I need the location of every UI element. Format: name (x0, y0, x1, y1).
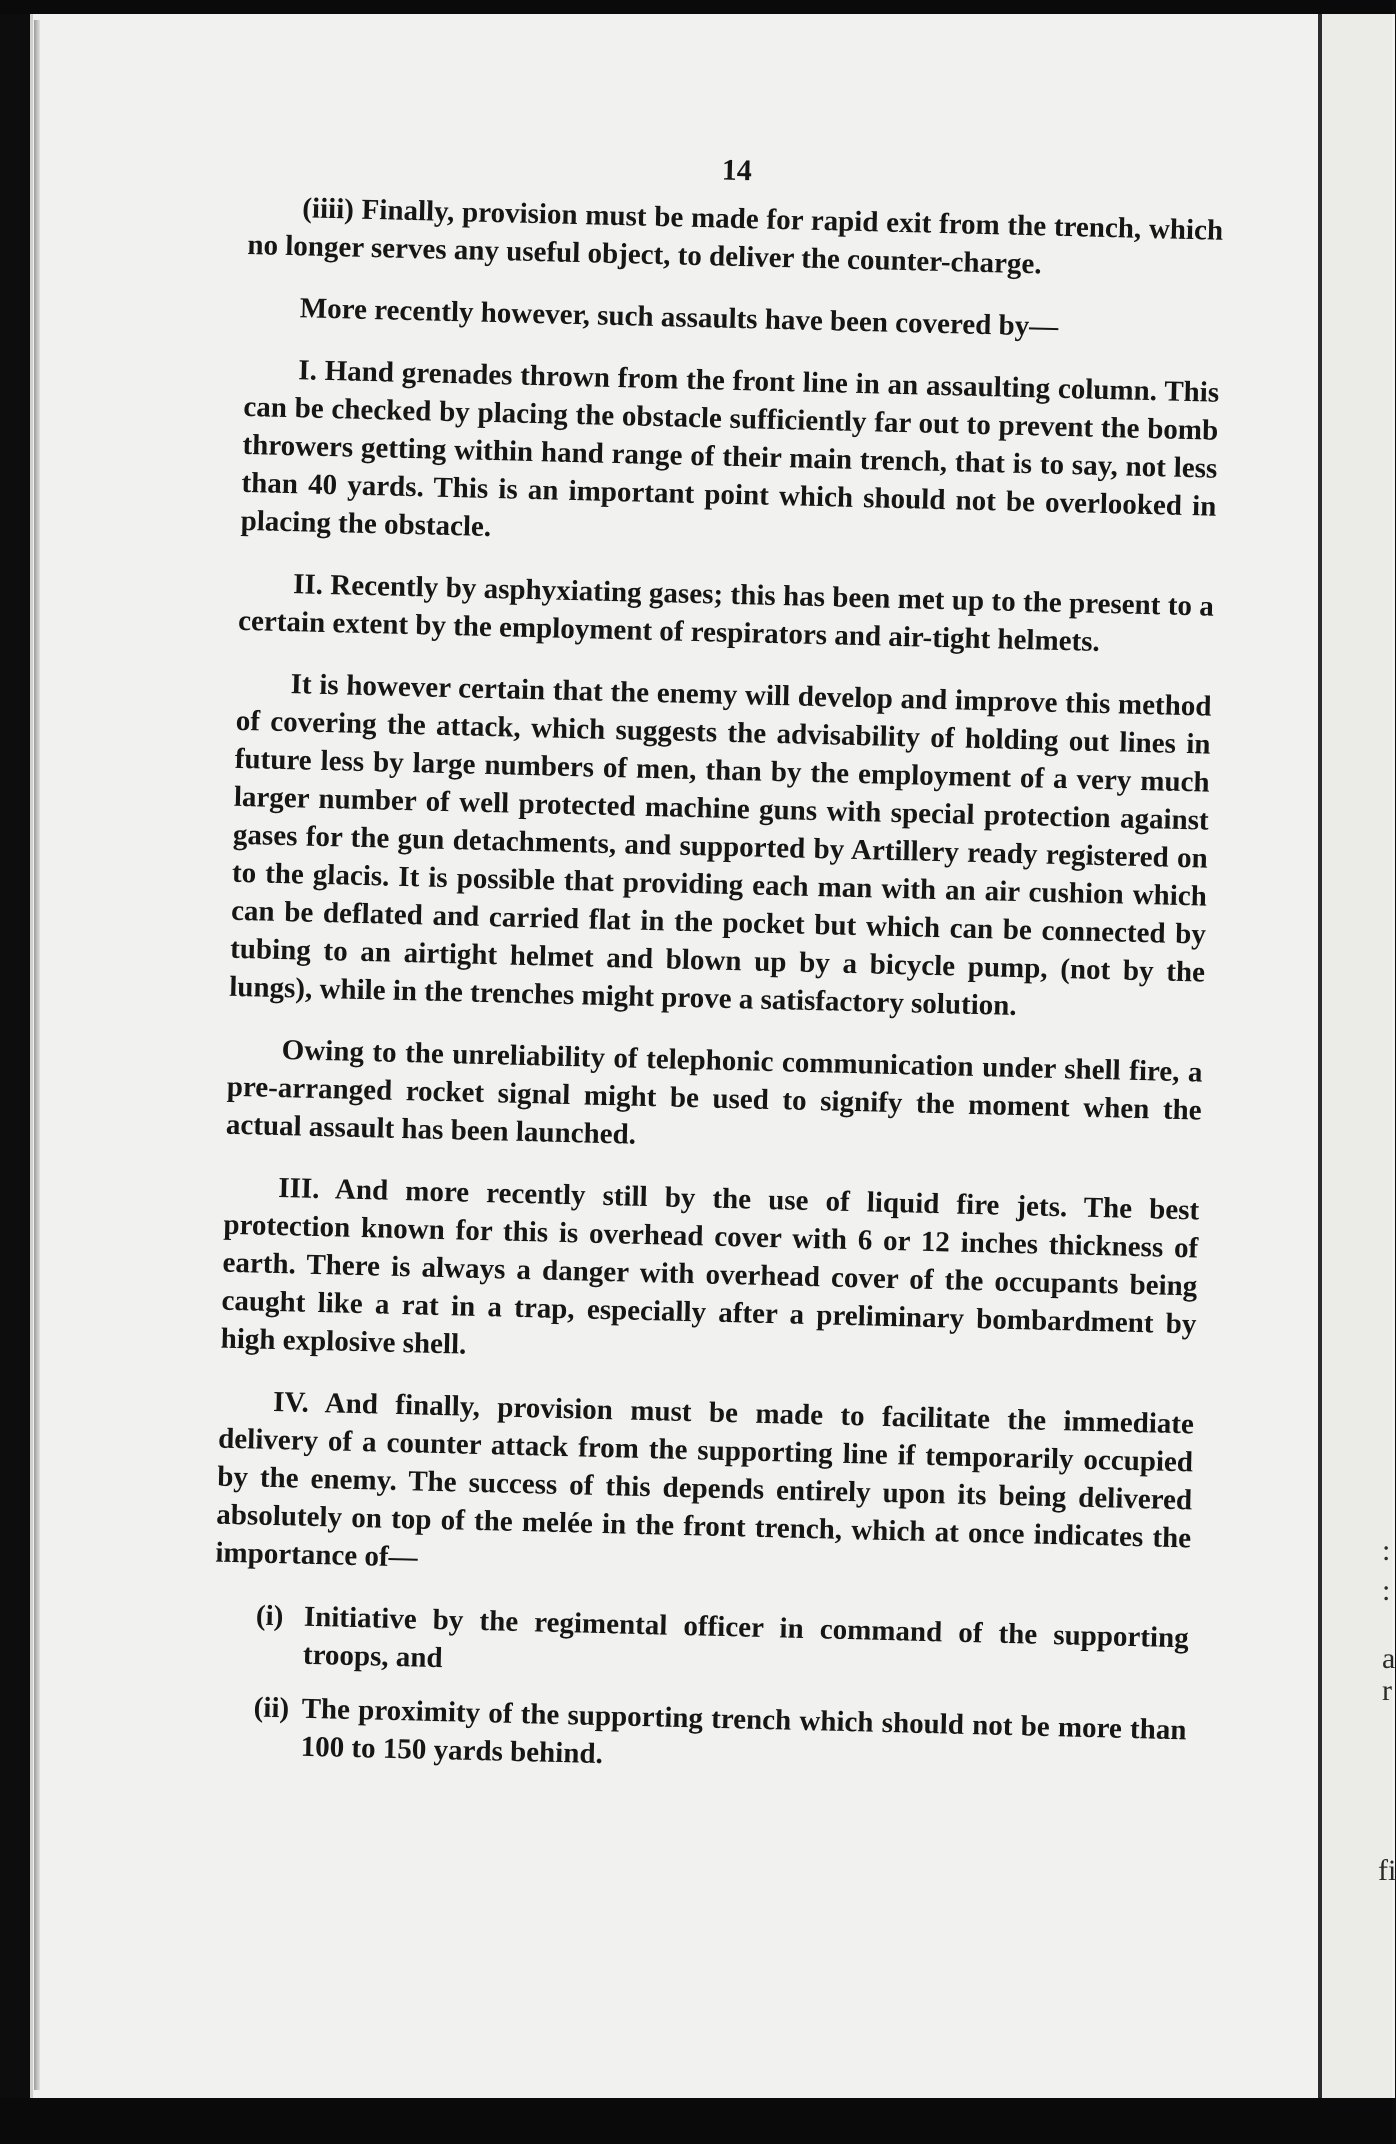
list-item-number: (i) (255, 1599, 284, 1633)
paragraph: Owing to the unreliability of telephonic communication under shell fire, a pre-arranged rocket signal might be used to signify the moment when the actual assault has been launched. (225, 1034, 1203, 1151)
adjacent-page-fragment: : (1382, 1534, 1391, 1567)
list-item-text: The proximity of the supporting trench which should not be more than 100 to 150 yards behind. (300, 1692, 1187, 1771)
list-item-text: Initiative by the regimental officer in command of the supporting troops, and (302, 1600, 1190, 1675)
page-text (210, 140, 1225, 1803)
list-item (210, 1688, 1187, 1788)
adjacent-page (1322, 14, 1396, 2098)
page-number: 14 (721, 153, 753, 188)
paragraph: (iiii) Finally, provision must be made for rapid exit from the trench, which no longer serves any useful object, to deliver the counter-charge. (247, 192, 1224, 281)
paragraph: It is however certain that the enemy will develop and improve this method of covering the attack, which suggests the advisability of holding out lines in future less by large numbers of men, than by the employment of a very much larger number of well protected machine guns with special protection against gases for the gun detachments, and supported by Artillery ready registered on to the glacis. It is possible that providing each man with an air cushion which can be deflated and carried flat in the pocket but which can be connected by tubing to an airtight helmet and blown up by a bicycle pump, (not by the lungs), while in the trenches might prove a satisfactory solution. (228, 668, 1212, 1022)
adjacent-page-fragment: fi (1378, 1854, 1396, 1887)
scan-bottom-border (0, 2098, 1392, 2144)
adjacent-page-fragment: a (1382, 1642, 1396, 1675)
paragraph: IV. And finally, provision must be made to facilitate the immediate delivery of a counter attack from the supporting line if temporarily occupied by the enemy. The success of this depends entirely upon its being delivered absolutely on top of the melée in the front trench, which at once indicates the importance of— (215, 1385, 1195, 1574)
adjacent-page-fragment: : (1382, 1574, 1391, 1607)
paragraph: I. Hand grenades thrown from the front line in an assaulting column. This can be checked by placing the obstacle sufficiently far out to prevent the bomb throwers getting within hand range of their main trench, that is to say, not less than 40 yards. This is an important point which should not be overlooked in placing the obstacle. (240, 354, 1220, 544)
scan-top-border (0, 0, 1392, 14)
paragraph: II. Recently by asphyxiating gases; this has been met up to the present to a certain extent by the employment of respirators and air-tight helmets. (237, 568, 1215, 658)
list-item (213, 1596, 1190, 1696)
paragraph: More recently however, such assaults have been covered by— (299, 292, 1059, 343)
page-edge-shadow (34, 20, 40, 2090)
paragraph: III. And more recently still by the use of liquid fire jets. The best protection known for this is overhead cover with 6 or 12 inches thickness of earth. There is always a danger with overhead cover of the occupants being caught like a rat in a trap, especially after a preliminary bombardment by high explosive shell. (220, 1172, 1200, 1361)
list-item-number: (ii) (253, 1691, 290, 1725)
adjacent-page-fragment: r (1382, 1674, 1392, 1707)
